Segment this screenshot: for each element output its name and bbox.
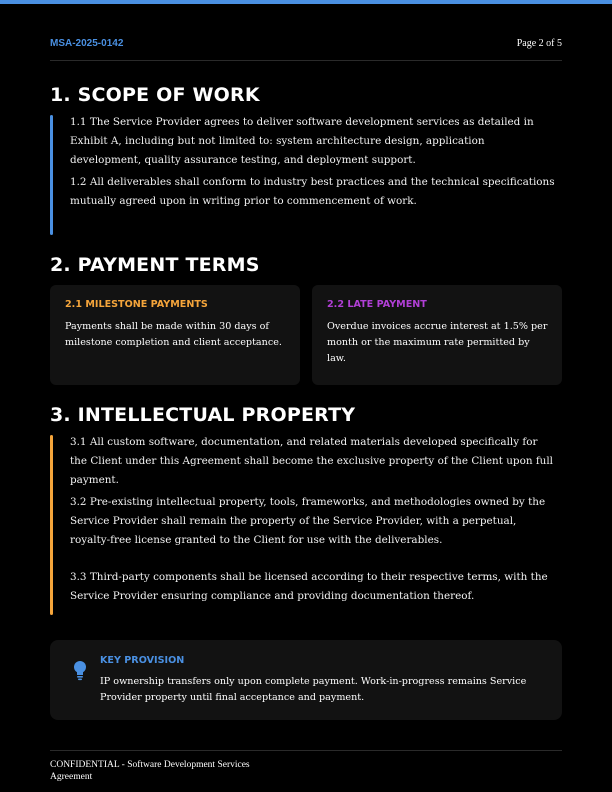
page-footer: [50, 750, 562, 782]
card-title: 2.1 MILESTONE PAYMENTS: [65, 299, 208, 310]
page-header: [50, 36, 562, 61]
section-1-accent-bar: [50, 115, 53, 235]
page-number: Page 2 of 5: [516, 38, 562, 49]
section-3-heading: 3. INTELLECTUAL PROPERTY: [50, 404, 356, 426]
card-title: 2.2 LATE PAYMENT: [327, 299, 427, 310]
clause-3-1: 3.1 All custom software, documentation, and related materials developed specifically for the Client under this Agreement shall become the exclusive property of the Client upon full payment.: [70, 436, 554, 486]
key-provision-title: KEY PROVISION: [100, 655, 185, 666]
clause-3-2: 3.2 Pre-existing intellectual property, tools, frameworks, and methodologies owned by the Service Provider shall remain the property of the Service Provider, with a perpetual, royalty-free license granted to the Client for use with the deliverables.: [70, 496, 546, 546]
section-3-accent-bar: [50, 435, 53, 615]
footer-confidential-text: CONFIDENTIAL - Software Development Services Agreement: [50, 760, 250, 782]
milestone-payments-card: [50, 285, 300, 385]
clause-1-2: 1.2 All deliverables shall conform to industry best practices and the technical specifications mutually agreed upon in writing prior to commencement of work.: [70, 176, 555, 207]
clause-3-3: 3.3 Third-party components shall be licensed according to their respective terms, with the Service Provider ensuring compliance and providing documentation thereof.: [70, 571, 548, 602]
key-provision-callout: [50, 640, 562, 720]
late-payment-card: [312, 285, 562, 385]
top-accent-bar: [0, 0, 612, 4]
card-text: Overdue invoices accrue interest at 1.5% per month or the maximum rate permitted by law.: [327, 321, 548, 364]
card-text: Payments shall be made within 30 days of milestone completion and client acceptance.: [65, 321, 282, 348]
document-id: MSA-2025-0142: [50, 38, 124, 49]
lightbulb-icon: [72, 660, 88, 682]
key-provision-text: IP ownership transfers only upon complete payment. Work-in-progress remains Service Provider property until final acceptance and payment.: [100, 676, 527, 703]
section-2-heading: 2. PAYMENT TERMS: [50, 254, 260, 276]
section-1-heading: 1. SCOPE OF WORK: [50, 84, 260, 106]
clause-1-1: 1.1 The Service Provider agrees to deliver software development services as detailed in Exhibit A, including but not limited to: system architecture design, application development, quality assurance testing, and deployment support.: [70, 116, 534, 166]
